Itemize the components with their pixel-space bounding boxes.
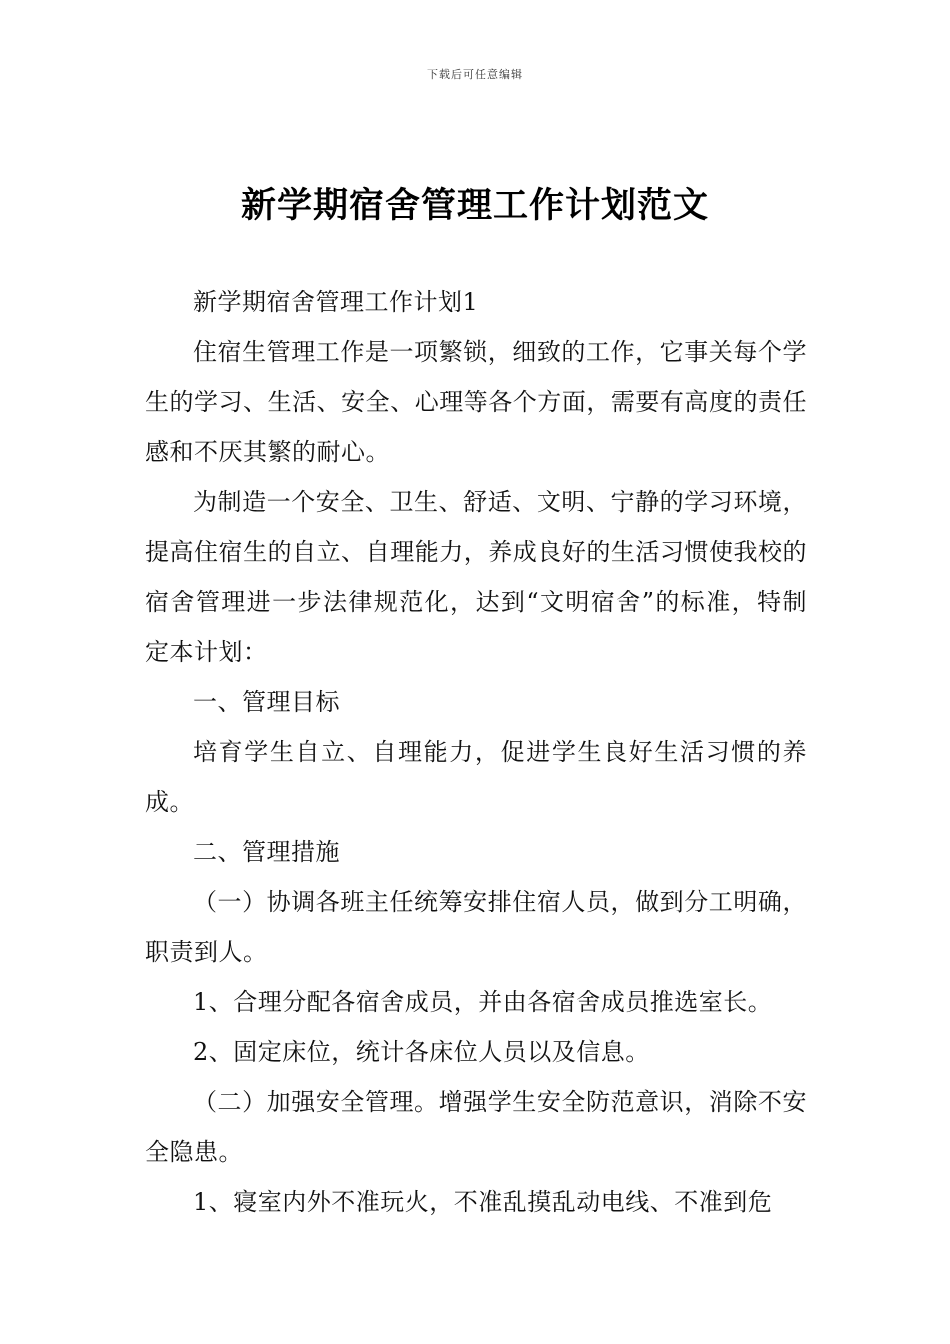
- goal-paragraph: 培育学生自立、自理能力，促进学生良好生活习惯的养成。: [145, 738, 807, 816]
- section-heading-measures: 二、管理措施: [193, 838, 340, 866]
- list-item-1: 1、合理分配各宿舍成员，并由各宿舍成员推选室长。: [193, 988, 773, 1016]
- document-body: [145, 277, 807, 1227]
- measure-2-paragraph: （二）加强安全管理。增强学生安全防范意识，消除不安全隐患。: [145, 1088, 807, 1166]
- header-note: 下载后可任意编辑: [427, 68, 523, 81]
- section-heading-goal: 一、管理目标: [193, 688, 340, 716]
- intro-paragraph: 住宿生管理工作是一项繁锁，细致的工作，它事关每个学生的学习、生活、安全、心理等各个方面，需要有高度的责任感和不厌其繁的耐心。: [145, 338, 807, 466]
- subtitle-paragraph: 新学期宿舍管理工作计划1: [193, 288, 479, 316]
- list-item-2: 2、固定床位，统计各床位人员以及信息。: [193, 1038, 650, 1066]
- list-item-3: 1、寝室内外不准玩火，不准乱摸乱动电线、不准到危: [193, 1188, 773, 1216]
- measure-1-paragraph: （一）协调各班主任统筹安排住宿人员，做到分工明确，职责到人。: [145, 888, 807, 966]
- purpose-paragraph: 为制造一个安全、卫生、舒适、文明、宁静的学习环境，提高住宿生的自立、自理能力，养成良好的生活习惯使我校的宿舍管理进一步法律规范化，达到“文明宿舍”的标准，特制定本计划：: [145, 488, 807, 666]
- document-title: 新学期宿舍管理工作计划范文: [240, 186, 709, 226]
